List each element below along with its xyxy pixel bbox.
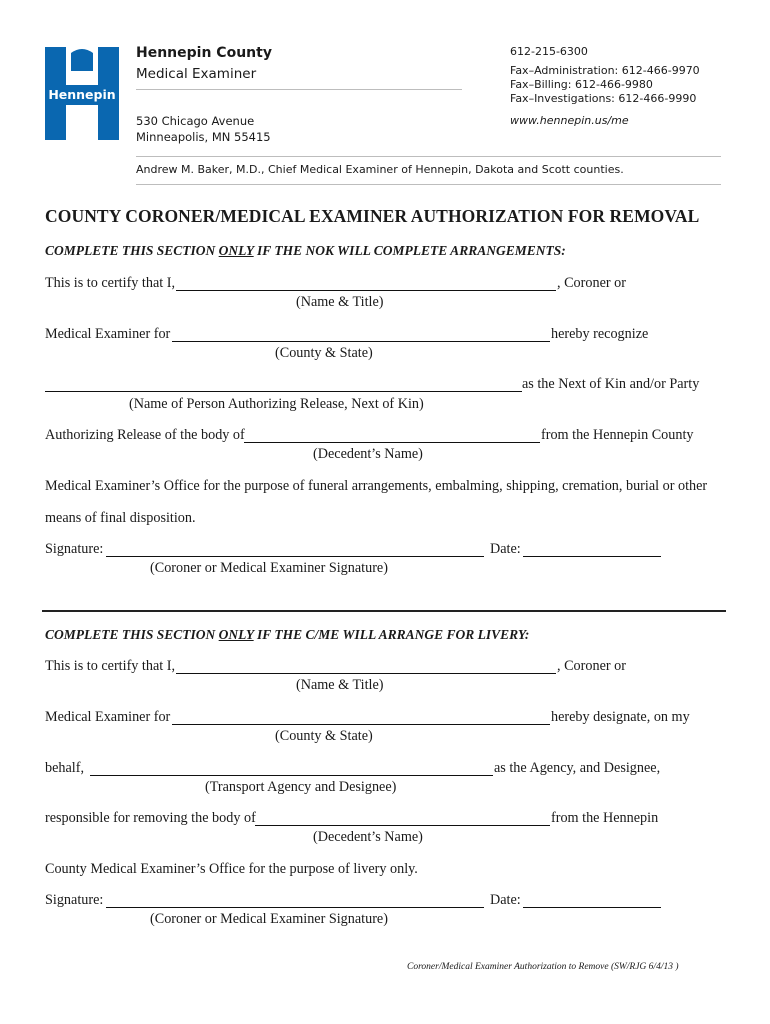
s2-transport-agency-field[interactable] xyxy=(90,775,493,776)
address-line-2: Minneapolis, MN 55415 xyxy=(136,130,271,144)
org-subtitle: Medical Examiner xyxy=(136,66,257,82)
s1-signature-caption: (Coroner or Medical Examiner Signature) xyxy=(150,560,388,576)
address-line-1: 530 Chicago Avenue xyxy=(136,114,255,128)
section1-heading: COMPLETE THIS SECTION ONLY IF THE NOK WILL COMPLETE ARRANGEMENTS: xyxy=(45,243,566,258)
s2-county-state-caption: (County & State) xyxy=(275,728,373,744)
s1-date-field[interactable] xyxy=(523,556,661,557)
logo-wordmark: Hennepin xyxy=(48,87,116,102)
s1-decedent-name-caption: (Decedent’s Name) xyxy=(313,446,423,462)
s2-date-label: Date: xyxy=(490,892,521,908)
s2-name-title-field[interactable] xyxy=(176,673,556,674)
s2-date-field[interactable] xyxy=(523,907,661,908)
s2-signature-caption: (Coroner or Medical Examiner Signature) xyxy=(150,911,388,927)
s1-county-state-field[interactable] xyxy=(172,341,550,342)
s1-county-state-caption: (County & State) xyxy=(275,345,373,361)
s2-decedent-name-caption: (Decedent’s Name) xyxy=(313,829,423,845)
header-rule-top xyxy=(136,156,721,157)
s1-decedent-name-field[interactable] xyxy=(244,442,540,443)
s1-disposition-line: means of final disposition. xyxy=(45,510,196,526)
s2-signature-label: Signature: xyxy=(45,892,104,908)
s2-line2-prefix: Medical Examiner for xyxy=(45,709,171,725)
s1-line3-suffix: as the Next of Kin and/or Party xyxy=(522,376,700,392)
s1-name-title-field[interactable] xyxy=(176,290,556,291)
s2-line4-prefix: responsible for removing the body of xyxy=(45,810,256,826)
s1-line4-suffix: from the Hennepin County xyxy=(541,427,694,443)
s1-line4-prefix: Authorizing Release of the body of xyxy=(45,427,245,443)
s1-line2-prefix: Medical Examiner for xyxy=(45,326,171,342)
form-title: COUNTY CORONER/MEDICAL EXAMINER AUTHORIZATION FOR REMOVAL xyxy=(45,206,700,226)
chief-examiner-line: Andrew M. Baker, M.D., Chief Medical Examiner of Hennepin, Dakota and Scott counties. xyxy=(136,163,624,176)
header-rule-left xyxy=(136,89,462,90)
s1-purpose-line: Medical Examiner’s Office for the purpose of funeral arrangements, embalming, shipping, cremation, burial or other xyxy=(45,478,708,494)
form-footer-code: Coroner/Medical Examiner Authorization to Remove (SW/RJG 6/4/13 ) xyxy=(407,962,679,972)
s1-line1-suffix: , Coroner or xyxy=(557,275,626,291)
s1-authorizing-person-caption: (Name of Person Authorizing Release, Next of Kin) xyxy=(129,396,424,412)
section1-heading-only: ONLY xyxy=(218,243,254,258)
s2-line3-prefix: behalf, xyxy=(45,760,84,776)
s2-line4-suffix: from the Hennepin xyxy=(551,810,659,826)
s1-authorizing-person-field[interactable] xyxy=(45,391,522,392)
header-rule-bottom xyxy=(136,184,721,185)
s1-line2-suffix: hereby recognize xyxy=(551,326,649,342)
s2-line3-suffix: as the Agency, and Designee, xyxy=(494,760,661,776)
s1-name-title-caption: (Name & Title) xyxy=(296,294,384,310)
section-divider xyxy=(42,610,726,612)
fax-administration: Fax–Administration: 612-466-9970 xyxy=(510,64,700,77)
section2-heading-only: ONLY xyxy=(218,627,254,642)
s2-line2-suffix: hereby designate, on my xyxy=(551,709,690,725)
s1-signature-label: Signature: xyxy=(45,541,104,557)
s2-name-title-caption: (Name & Title) xyxy=(296,677,384,693)
phone-number: 612-215-6300 xyxy=(510,45,588,58)
s2-county-state-field[interactable] xyxy=(172,724,550,725)
website-link[interactable]: www.hennepin.us/me xyxy=(510,114,629,127)
fax-billing: Fax–Billing: 612-466-9980 xyxy=(510,78,653,91)
s1-line1-prefix: This is to certify that I, xyxy=(45,275,176,291)
s2-transport-agency-caption: (Transport Agency and Designee) xyxy=(205,779,397,795)
s2-signature-field[interactable] xyxy=(106,907,484,908)
hennepin-county-logo xyxy=(45,47,119,140)
fax-investigations: Fax–Investigations: 612-466-9990 xyxy=(510,92,697,105)
section2-heading: COMPLETE THIS SECTION ONLY IF THE C/ME WILL ARRANGE FOR LIVERY: xyxy=(45,627,530,642)
s1-date-label: Date: xyxy=(490,541,521,557)
s2-line1-prefix: This is to certify that I, xyxy=(45,658,176,674)
s2-purpose-line: County Medical Examiner’s Office for the purpose of livery only. xyxy=(45,861,418,877)
s2-decedent-name-field[interactable] xyxy=(255,825,550,826)
org-name: Hennepin County xyxy=(136,45,272,61)
s2-line1-suffix: , Coroner or xyxy=(557,658,626,674)
s1-signature-field[interactable] xyxy=(106,556,484,557)
